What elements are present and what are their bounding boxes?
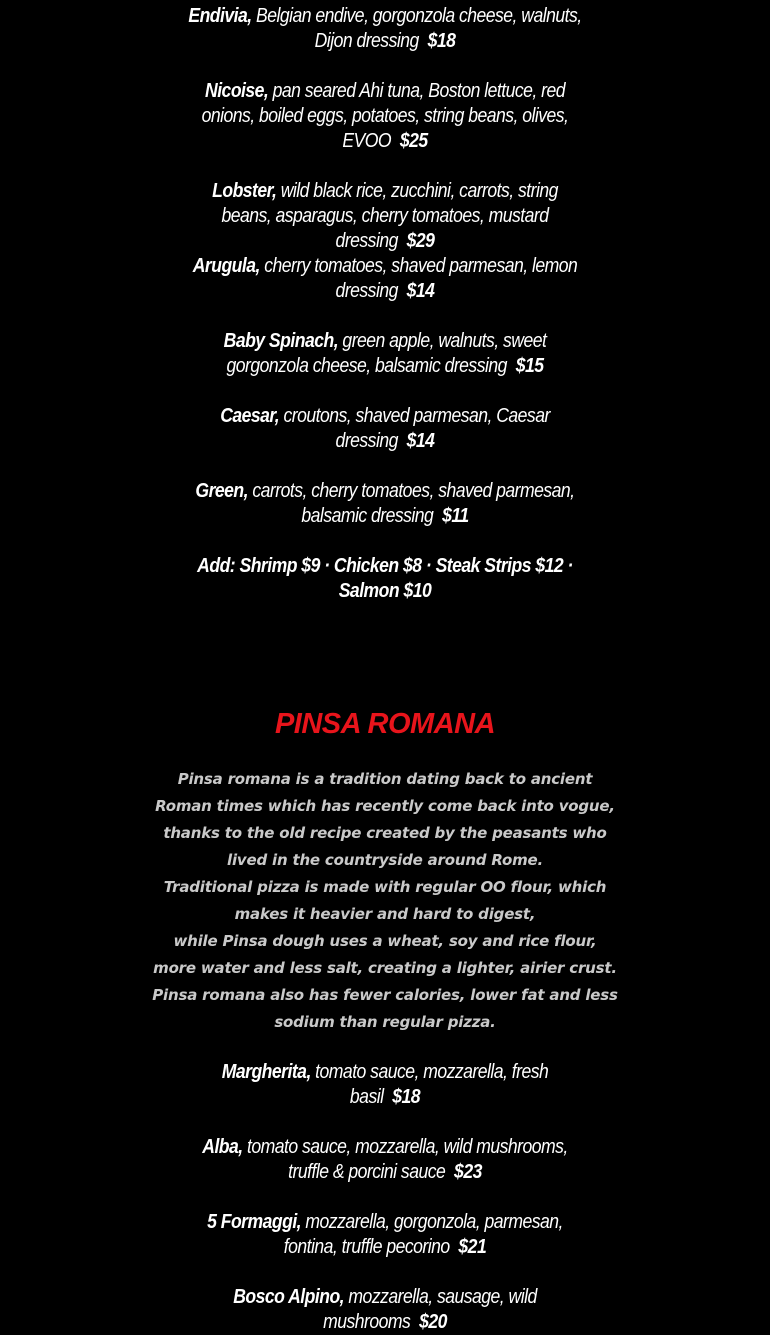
pinsa-item-5-formaggi <box>160 1210 610 1260</box>
item-price: $18 <box>427 30 456 52</box>
item-name: Baby Spinach, <box>223 330 339 352</box>
item-price: $18 <box>392 1086 421 1108</box>
item-description: green apple, walnuts, sweet gorgonzola cheese, balsamic dressing <box>226 330 547 377</box>
item-name: Alba, <box>202 1136 243 1158</box>
item-description: wild black rice, zucchini, carrots, string beans, asparagus, cherry tomatoes, mustard dressing <box>221 180 558 252</box>
item-description: tomato sauce, mozzarella, wild mushrooms, truffle & porcini sauce <box>247 1136 568 1183</box>
item-description: mozzarella, gorgonzola, parmesan, fontina, truffle pecorino <box>283 1211 563 1258</box>
section-title-pinsa-romana: PINSA ROMANA <box>274 708 496 740</box>
item-price: $20 <box>419 1311 447 1333</box>
item-name: Margherita, <box>221 1061 311 1083</box>
pinsa-description-paragraph: Pinsa romana is a tradition dating back to ancient Roman times which has recently come back into vogue, thanks to the old recipe created by the peasants who lived in the countryside around Rome. <box>155 770 615 869</box>
item-description: pan seared Ahi tuna, Boston lettuce, red onions, boiled eggs, potatoes, string beans, olives, EVOO <box>201 80 569 152</box>
salad-item-nicoise <box>160 79 610 154</box>
salad-item-baby-spinach <box>160 329 610 379</box>
item-name: Endivia, <box>188 5 252 27</box>
item-name: Nicoise, <box>205 80 269 102</box>
pinsa-description-paragraph: Pinsa romana also has fewer calories, lower fat and less sodium than regular pizza. <box>152 986 618 1031</box>
salad-item-lobster <box>160 179 610 254</box>
item-price: $15 <box>515 355 544 377</box>
pinsa-description <box>150 766 620 1036</box>
pinsa-item-bosco-alpino <box>160 1285 610 1335</box>
salad-item-caesar <box>160 404 610 454</box>
pinsa-description-paragraph: Traditional pizza is made with regular OO flour, which makes it heavier and hard to digest, <box>163 878 607 923</box>
pinsa-item-alba <box>160 1135 610 1185</box>
item-name: 5 Formaggi, <box>207 1211 302 1233</box>
item-name: Bosco Alpino, <box>233 1286 345 1308</box>
addons-text: Add: Shrimp $9 · Chicken $8 · Steak Strips $12 · Salmon $10 <box>197 555 573 602</box>
pinsa-item-margherita <box>160 1060 610 1110</box>
salad-addons <box>160 554 610 604</box>
item-description: tomato sauce, mozzarella, fresh basil <box>315 1061 549 1108</box>
item-name: Lobster, <box>212 180 277 202</box>
item-name: Green, <box>195 480 249 502</box>
salad-item-arugula <box>160 254 610 304</box>
item-price: $14 <box>406 280 435 302</box>
item-description: croutons, shaved parmesan, Caesar dressing <box>283 405 550 452</box>
item-name: Arugula, <box>192 255 260 277</box>
item-price: $21 <box>458 1236 487 1258</box>
item-price: $11 <box>442 505 469 527</box>
salad-item-green <box>160 479 610 529</box>
item-description: carrots, cherry tomatoes, shaved parmesan, balsamic dressing <box>252 480 575 527</box>
item-description: Belgian endive, gorgonzola cheese, walnuts, Dijon dressing <box>255 5 582 52</box>
item-name: Caesar, <box>220 405 280 427</box>
pinsa-description-paragraph: while Pinsa dough uses a wheat, soy and rice flour, more water and less salt, creating a lighter, airier crust. <box>153 932 617 977</box>
item-price: $14 <box>406 430 435 452</box>
item-price: $29 <box>406 230 435 252</box>
item-description: cherry tomatoes, shaved parmesan, lemon dressing <box>264 255 578 302</box>
item-price: $25 <box>399 130 428 152</box>
item-price: $23 <box>454 1161 482 1183</box>
salad-item-endivia <box>160 4 610 54</box>
item-description: mozzarella, sausage, wild mushrooms <box>323 1286 537 1333</box>
